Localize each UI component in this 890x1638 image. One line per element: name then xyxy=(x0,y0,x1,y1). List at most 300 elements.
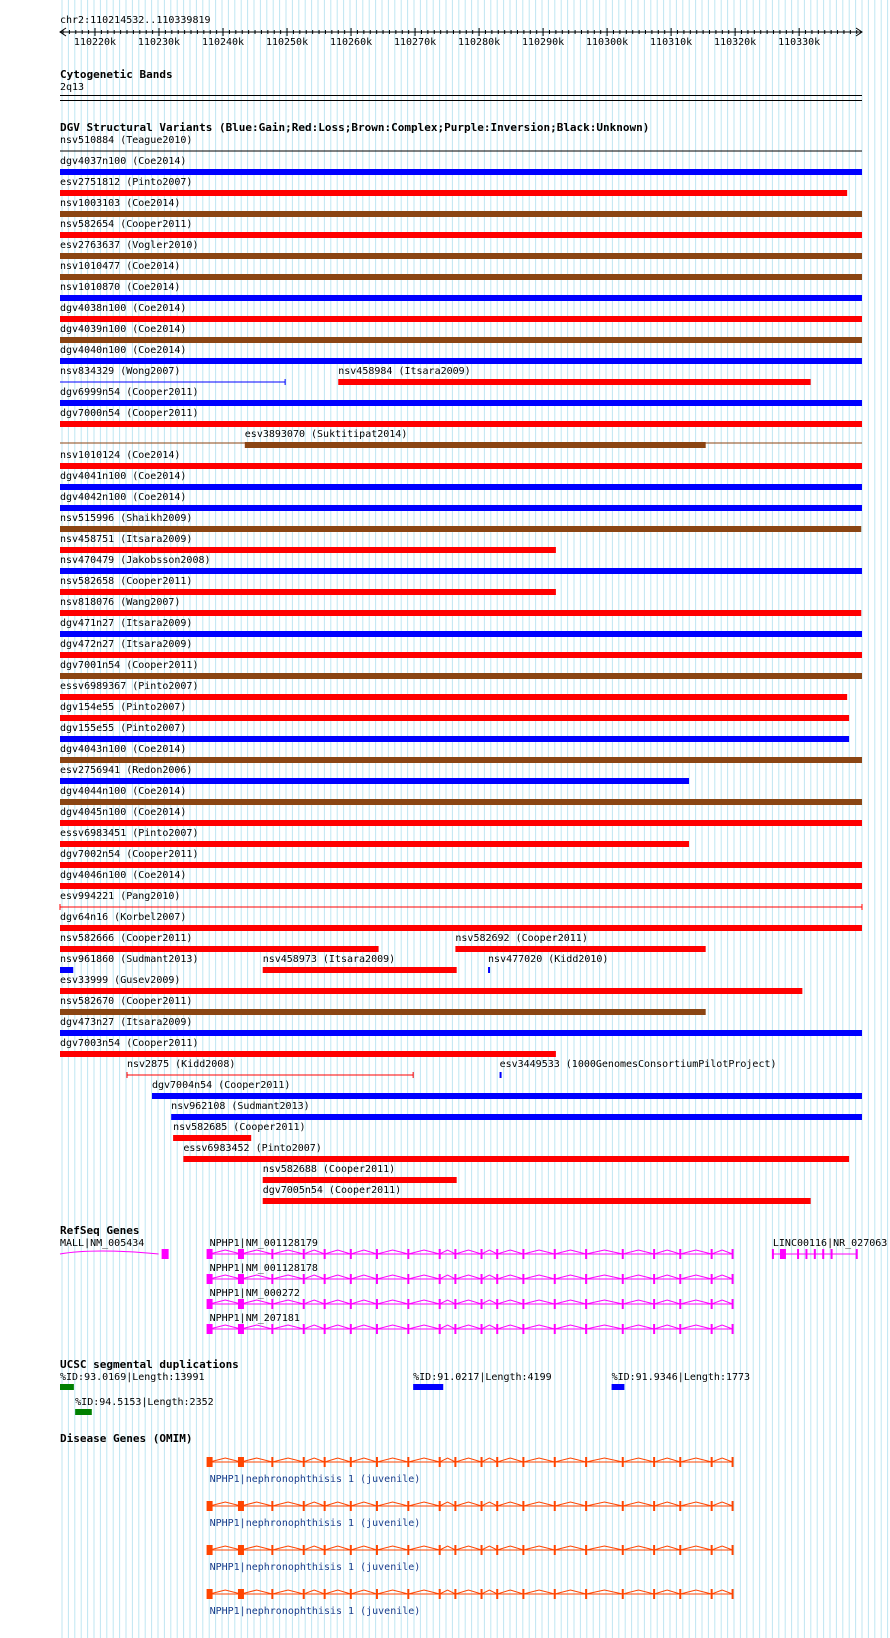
gene-exon xyxy=(622,1299,624,1309)
gene-intron-chevron xyxy=(440,1325,456,1329)
gene-intron-chevron xyxy=(210,1502,241,1506)
dgv-feature-label: nsv1010124 (Coe2014) xyxy=(60,450,181,461)
gene-intron-chevron xyxy=(408,1458,439,1462)
gene-exon xyxy=(238,1299,244,1309)
dgv-feature-bar xyxy=(338,379,810,385)
dgv-feature-label: dgv4042n100 (Coe2014) xyxy=(60,492,187,503)
gene-intron-chevron xyxy=(440,1502,456,1506)
gene-exon xyxy=(653,1545,655,1555)
dgv-feature-label: dgv4043n100 (Coe2014) xyxy=(60,744,187,755)
gene-exon xyxy=(350,1545,352,1555)
gene-exon xyxy=(376,1274,378,1284)
gene-intron-chevron xyxy=(440,1275,456,1279)
gene-exon xyxy=(622,1274,624,1284)
gene-exon xyxy=(271,1501,273,1511)
gene-intron-chevron xyxy=(440,1300,456,1304)
gene-exon xyxy=(481,1324,483,1334)
dgv-feature-bar xyxy=(263,1198,811,1204)
dgv-feature-label: dgv4039n100 (Coe2014) xyxy=(60,324,187,335)
gene-intron-chevron xyxy=(351,1300,377,1304)
gene-intron-chevron xyxy=(241,1590,272,1594)
dgv-feature-label: dgv154e55 (Pinto2007) xyxy=(60,702,187,713)
gene-exon xyxy=(324,1545,326,1555)
gene-exon xyxy=(732,1457,734,1467)
gene-intron-chevron xyxy=(325,1458,351,1462)
gene-exon xyxy=(732,1299,734,1309)
gene-exon xyxy=(350,1589,352,1599)
omim-gene-label: NPHP1|nephronophthisis 1 (juvenile) xyxy=(209,1562,421,1573)
gene-exon xyxy=(407,1274,409,1284)
gene-exon xyxy=(831,1249,833,1259)
dgv-feature-label: nsv961860 (Sudmant2013) xyxy=(60,954,199,965)
gene-exon xyxy=(350,1457,352,1467)
dgv-feature-bar xyxy=(60,799,862,805)
gene-exon xyxy=(711,1324,713,1334)
gene-exon xyxy=(324,1249,326,1259)
gene-intron-chevron xyxy=(408,1300,439,1304)
dgv-feature-bar xyxy=(60,736,849,742)
dgv-feature-bar xyxy=(60,253,862,259)
dgv-feature-bar xyxy=(60,967,73,973)
gene-exon xyxy=(481,1249,483,1259)
dgv-feature-label: dgv155e55 (Pinto2007) xyxy=(60,723,187,734)
gene-intron-chevron xyxy=(210,1458,241,1462)
gene-intron-chevron xyxy=(555,1502,586,1506)
gene-exon xyxy=(711,1299,713,1309)
gene-intron-chevron xyxy=(408,1590,439,1594)
dgv-feature-label: nsv510884 (Teague2010) xyxy=(60,135,193,146)
dgv-feature-bar xyxy=(60,400,862,406)
dgv-feature-bar xyxy=(60,358,862,364)
gene-exon xyxy=(376,1324,378,1334)
gene-intron-chevron xyxy=(523,1325,554,1329)
dgv-feature-bar xyxy=(60,925,862,931)
dgv-feature-label: dgv7001n54 (Cooper2011) xyxy=(60,660,199,671)
dgv-feature-bar xyxy=(263,1177,457,1183)
ruler-ticks xyxy=(60,28,862,48)
gene-intron-chevron xyxy=(482,1458,498,1462)
gene-exon xyxy=(481,1545,483,1555)
gene-exon xyxy=(522,1501,524,1511)
dgv-feature-label: nsv477020 (Kidd2010) xyxy=(488,954,609,965)
gene-intron-chevron xyxy=(210,1590,241,1594)
gene-intron-chevron xyxy=(408,1502,439,1506)
gene-exon xyxy=(496,1501,498,1511)
gene-intron-chevron xyxy=(351,1502,377,1506)
gene-exon xyxy=(454,1249,456,1259)
gene-exon xyxy=(376,1299,378,1309)
dgv-feature-bar xyxy=(171,1114,862,1120)
gene-exon xyxy=(407,1249,409,1259)
gene-exon xyxy=(585,1457,587,1467)
dgv-feature-bar xyxy=(60,169,862,175)
gene-exon xyxy=(522,1545,524,1555)
gene-intron-chevron xyxy=(555,1458,586,1462)
gene-exon xyxy=(711,1501,713,1511)
gene-exon xyxy=(585,1274,587,1284)
gene-exon xyxy=(454,1299,456,1309)
segdup-bar xyxy=(413,1384,443,1390)
gene-intron-chevron xyxy=(325,1275,351,1279)
gene-exon xyxy=(554,1457,556,1467)
gene-exon xyxy=(238,1274,244,1284)
gene-exon xyxy=(207,1274,213,1284)
gene-exon xyxy=(439,1501,441,1511)
dgv-feature-bar xyxy=(60,484,862,490)
dgv-feature-label: nsv1003103 (Coe2014) xyxy=(60,198,181,209)
dgv-feature-bar xyxy=(60,316,862,322)
ruler-tick-label: 110270k xyxy=(393,37,437,48)
gene-exon xyxy=(407,1324,409,1334)
gene-intron-chevron xyxy=(304,1300,325,1304)
dgv-feature-label: nsv582658 (Cooper2011) xyxy=(60,576,193,587)
gene-intron-chevron xyxy=(482,1590,498,1594)
gene-intron-chevron xyxy=(586,1300,623,1304)
gene-intron-chevron xyxy=(325,1325,351,1329)
gene-exon xyxy=(585,1501,587,1511)
dgv-feature-bar xyxy=(60,673,862,679)
dgv-feature-bar xyxy=(455,946,705,952)
gene-exon xyxy=(238,1457,244,1467)
gene-exon xyxy=(496,1299,498,1309)
gene-exon xyxy=(780,1249,786,1259)
dgv-feature-label: dgv472n27 (Itsara2009) xyxy=(60,639,193,650)
gene-exon xyxy=(496,1457,498,1467)
gene-exon xyxy=(376,1249,378,1259)
gene-exon xyxy=(496,1324,498,1334)
omim-gene-label: NPHP1|nephronophthisis 1 (juvenile) xyxy=(209,1518,421,1529)
gene-intron-chevron xyxy=(555,1325,586,1329)
gene-intron-chevron xyxy=(408,1325,439,1329)
gene-exon xyxy=(554,1249,556,1259)
gene-intron-chevron xyxy=(408,1250,439,1254)
refseq-gene-label: LINC00116|NR_027063 xyxy=(772,1238,888,1249)
gene-exon xyxy=(481,1589,483,1599)
dgv-feature-bar xyxy=(60,211,862,217)
ruler-tick-label: 110290k xyxy=(522,37,565,48)
dgv-feature-bar xyxy=(60,190,847,196)
gene-intron-chevron xyxy=(555,1300,586,1304)
dgv-feature-bar xyxy=(60,631,862,637)
segdup-track-title: UCSC segmental duplications xyxy=(60,1358,239,1371)
dgv-feature-label: nsv458984 (Itsara2009) xyxy=(338,366,471,377)
gene-exon xyxy=(622,1457,624,1467)
gene-exon xyxy=(271,1457,273,1467)
gene-exon xyxy=(407,1299,409,1309)
gene-exon xyxy=(622,1545,624,1555)
gene-intron-chevron xyxy=(555,1546,586,1550)
dgv-feature-label: nsv458751 (Itsara2009) xyxy=(60,534,193,545)
gene-exon xyxy=(324,1299,326,1309)
dgv-feature-label: esv2751812 (Pinto2007) xyxy=(60,177,193,188)
gene-intron-chevron xyxy=(523,1275,554,1279)
gene-exon xyxy=(454,1501,456,1511)
dgv-feature-bar xyxy=(60,778,689,784)
refseq-gene-label: NPHP1|NM_207181 xyxy=(209,1313,300,1324)
gene-intron-chevron xyxy=(210,1546,241,1550)
ruler-tick-label: 110310k xyxy=(650,37,693,48)
dgv-feature-bar xyxy=(60,946,379,952)
gene-exon xyxy=(439,1324,441,1334)
gene-exon xyxy=(522,1457,524,1467)
gene-exon xyxy=(711,1274,713,1284)
gene-exon xyxy=(350,1249,352,1259)
dgv-feature-bar xyxy=(60,232,862,238)
gene-exon xyxy=(481,1501,483,1511)
gene-intron-chevron xyxy=(210,1300,241,1304)
dgv-feature-label: nsv582670 (Cooper2011) xyxy=(60,996,193,1007)
gene-intron-chevron xyxy=(555,1275,586,1279)
gene-intron-chevron xyxy=(482,1546,498,1550)
gene-exon xyxy=(238,1589,244,1599)
dgv-feature-label: dgv4041n100 (Coe2014) xyxy=(60,471,187,482)
dgv-feature-bar xyxy=(60,505,862,511)
dgv-feature-label: esv3893070 (Suktitipat2014) xyxy=(244,429,408,440)
gene-intron-chevron xyxy=(241,1300,272,1304)
gene-exon xyxy=(522,1324,524,1334)
gene-exon xyxy=(238,1324,244,1334)
dgv-feature-label: nsv818076 (Wang2007) xyxy=(60,597,181,608)
gene-exon xyxy=(271,1249,273,1259)
segdup-label: %ID:93.0169|Length:13991 xyxy=(60,1372,205,1383)
dgv-feature-label: esv33999 (Gusev2009) xyxy=(60,975,181,986)
gene-intron-chevron xyxy=(586,1325,623,1329)
gene-intron-chevron xyxy=(555,1250,586,1254)
gene-exon xyxy=(856,1249,858,1259)
gene-intron-chevron xyxy=(555,1590,586,1594)
dgv-feature-label: nsv470479 (Jakobsson2008) xyxy=(60,555,211,566)
gene-intron-chevron xyxy=(304,1458,325,1462)
segdup-label: %ID:94.5153|Length:2352 xyxy=(75,1397,214,1408)
gene-intron-chevron xyxy=(304,1275,325,1279)
gene-exon xyxy=(554,1299,556,1309)
dgv-feature-label: dgv4045n100 (Coe2014) xyxy=(60,807,187,818)
dgv-feature-label: dgv473n27 (Itsara2009) xyxy=(60,1017,193,1028)
gene-exon xyxy=(271,1274,273,1284)
refseq-gene-label: NPHP1|NM_001128179 xyxy=(209,1238,318,1249)
gene-exon xyxy=(622,1324,624,1334)
gene-intron-chevron xyxy=(523,1250,554,1254)
gene-intron-chevron xyxy=(241,1325,272,1329)
gene-exon xyxy=(679,1545,681,1555)
gene-exon xyxy=(653,1589,655,1599)
gene-exon xyxy=(711,1589,713,1599)
gene-intron-chevron xyxy=(482,1275,498,1279)
gene-exon xyxy=(653,1324,655,1334)
dgv-feature-bar xyxy=(60,1051,556,1057)
gene-exon xyxy=(324,1324,326,1334)
dgv-feature-bar xyxy=(60,421,862,427)
dgv-feature-label: essv6983451 (Pinto2007) xyxy=(60,828,199,839)
gene-intron-chevron xyxy=(241,1546,272,1550)
gene-intron-chevron xyxy=(586,1502,623,1506)
gene-exon xyxy=(303,1545,305,1555)
dgv-feature-bar xyxy=(60,841,689,847)
refseq-gene-label: NPHP1|NM_000272 xyxy=(209,1288,300,1299)
gene-exon xyxy=(481,1274,483,1284)
dgv-track xyxy=(60,121,862,1204)
dgv-feature-label: essv6983452 (Pinto2007) xyxy=(183,1143,322,1154)
gene-intron-chevron xyxy=(440,1250,456,1254)
dgv-feature-bar xyxy=(60,652,862,658)
gene-intron-chevron xyxy=(586,1275,623,1279)
gene-exon xyxy=(454,1457,456,1467)
dgv-feature-label: nsv582666 (Cooper2011) xyxy=(60,933,193,944)
gene-exon xyxy=(732,1545,734,1555)
gene-exon xyxy=(439,1589,441,1599)
gene-exon xyxy=(496,1545,498,1555)
gene-intron-chevron xyxy=(440,1546,456,1550)
gene-intron-chevron xyxy=(482,1502,498,1506)
gene-exon xyxy=(303,1249,305,1259)
ruler-tick-label: 110320k xyxy=(714,37,757,48)
gene-exon xyxy=(271,1324,273,1334)
dgv-feature-label: dgv7005n54 (Cooper2011) xyxy=(262,1185,402,1196)
gene-exon xyxy=(554,1324,556,1334)
dgv-feature-label: dgv4044n100 (Coe2014) xyxy=(60,786,187,797)
gene-intron-chevron xyxy=(440,1590,456,1594)
gene-exon xyxy=(238,1501,244,1511)
gene-exon xyxy=(522,1274,524,1284)
gene-intron-chevron xyxy=(586,1458,623,1462)
dgv-feature-bar xyxy=(173,1135,251,1141)
gene-exon xyxy=(554,1589,556,1599)
dgv-feature-bar xyxy=(60,820,862,826)
gene-intron-chevron xyxy=(210,1250,241,1254)
gene-intron-chevron xyxy=(586,1590,623,1594)
gene-exon xyxy=(376,1545,378,1555)
gene-exon xyxy=(303,1274,305,1284)
ruler-tick-label: 110220k xyxy=(73,37,117,48)
gene-intron-chevron xyxy=(482,1250,498,1254)
refseq-track-title: RefSeq Genes xyxy=(60,1224,140,1237)
dgv-feature-bar xyxy=(60,862,862,868)
segdup-bar xyxy=(75,1409,92,1415)
gene-exon xyxy=(585,1545,587,1555)
dgv-feature-label: nsv582685 (Cooper2011) xyxy=(173,1122,306,1133)
gene-intron-chevron xyxy=(408,1546,439,1550)
gene-exon xyxy=(207,1501,213,1511)
gene-exon xyxy=(454,1274,456,1284)
dgv-feature-bar xyxy=(60,295,862,301)
dgv-feature-label: dgv7000n54 (Cooper2011) xyxy=(60,408,199,419)
dgv-feature-bar xyxy=(60,526,861,532)
gene-exon xyxy=(585,1299,587,1309)
ruler-tick-label: 110330k xyxy=(778,37,821,48)
gene-intron-chevron xyxy=(351,1325,377,1329)
dgv-feature-label: nsv582688 (Cooper2011) xyxy=(262,1164,396,1175)
gene-intron-chevron xyxy=(325,1250,351,1254)
gene-exon xyxy=(554,1545,556,1555)
gene-intron-chevron xyxy=(523,1502,554,1506)
gene-exon xyxy=(324,1274,326,1284)
gene-intron-chevron xyxy=(325,1502,351,1506)
gene-exon xyxy=(679,1501,681,1511)
gene-exon xyxy=(324,1501,326,1511)
segdup-track xyxy=(60,1358,750,1415)
dgv-feature-bar xyxy=(60,1009,706,1015)
dgv-feature-label: nsv582654 (Cooper2011) xyxy=(60,219,193,230)
dgv-feature-bar xyxy=(60,694,847,700)
gene-intron-chevron xyxy=(210,1325,241,1329)
dgv-feature-label: dgv6999n54 (Cooper2011) xyxy=(60,387,199,398)
gene-exon xyxy=(732,1274,734,1284)
dgv-feature-label: esv2756941 (Redon2006) xyxy=(60,765,193,776)
gene-exon xyxy=(522,1299,524,1309)
gene-exon xyxy=(376,1457,378,1467)
gene-exon xyxy=(303,1501,305,1511)
gene-intron-chevron xyxy=(586,1250,623,1254)
gene-exon xyxy=(439,1457,441,1467)
dgv-feature-label: nsv2875 (Kidd2008) xyxy=(127,1059,236,1070)
dgv-feature-bar xyxy=(60,463,862,469)
dgv-feature-label: essv6989367 (Pinto2007) xyxy=(60,681,199,692)
gene-exon xyxy=(732,1324,734,1334)
gene-exon xyxy=(162,1249,169,1259)
gene-intron-chevron xyxy=(408,1275,439,1279)
dgv-feature-bar xyxy=(488,967,490,973)
segdup-label: %ID:91.0217|Length:4199 xyxy=(413,1372,552,1383)
gene-exon xyxy=(679,1299,681,1309)
gene-exon xyxy=(772,1249,774,1259)
gene-exon xyxy=(407,1501,409,1511)
dgv-feature-bar xyxy=(60,610,861,616)
gene-exon xyxy=(496,1589,498,1599)
dgv-feature-label: dgv4037n100 (Coe2014) xyxy=(60,156,187,167)
cytoband-track xyxy=(60,68,862,101)
gene-exon xyxy=(732,1501,734,1511)
gene-exon xyxy=(407,1457,409,1467)
gene-exon xyxy=(303,1324,305,1334)
gene-exon xyxy=(653,1501,655,1511)
region-label: chr2:110214532..110339819 xyxy=(60,15,211,26)
dgv-feature-bar xyxy=(500,1072,502,1078)
ruler-tick-label: 110300k xyxy=(586,37,629,48)
gene-exon xyxy=(454,1324,456,1334)
dgv-feature-label: esv2763637 (Vogler2010) xyxy=(60,240,199,251)
gene-exon xyxy=(554,1274,556,1284)
dgv-features xyxy=(60,135,862,1204)
gene-exon xyxy=(303,1457,305,1467)
dgv-feature-label: nsv515996 (Shaikh2009) xyxy=(60,513,193,524)
gene-intron-chevron xyxy=(325,1590,351,1594)
gene-intron-chevron xyxy=(482,1325,498,1329)
dgv-feature-label: nsv1010870 (Coe2014) xyxy=(60,282,181,293)
cytoband-label: 2q13 xyxy=(60,82,85,93)
dgv-feature-label: dgv4046n100 (Coe2014) xyxy=(60,870,187,881)
gene-exon xyxy=(653,1457,655,1467)
segdup-features xyxy=(60,1372,750,1415)
gene-exon xyxy=(207,1457,213,1467)
gene-intron-chevron xyxy=(241,1458,272,1462)
gene-intron-chevron xyxy=(241,1502,272,1506)
segdup-bar xyxy=(60,1384,74,1390)
gene-intron-chevron xyxy=(351,1458,377,1462)
gene-exon xyxy=(732,1249,734,1259)
gene-exon xyxy=(439,1545,441,1555)
gene-exon xyxy=(522,1589,524,1599)
omim-gene-label: NPHP1|nephronophthisis 1 (juvenile) xyxy=(209,1474,421,1485)
gene-intron-chevron xyxy=(586,1546,623,1550)
dgv-feature-label: dgv7002n54 (Cooper2011) xyxy=(60,849,199,860)
dgv-feature-bar xyxy=(245,442,706,448)
cytoband-track-title: Cytogenetic Bands xyxy=(60,68,173,81)
dgv-track-title: DGV Structural Variants (Blue:Gain;Red:Loss;Brown:Complex;Purple:Inversion;Black:Unknown) xyxy=(60,121,650,134)
gene-intron-chevron xyxy=(523,1458,554,1462)
ruler-tick-label: 110230k xyxy=(137,37,181,48)
omim-track xyxy=(60,1432,734,1617)
gene-exon xyxy=(679,1589,681,1599)
